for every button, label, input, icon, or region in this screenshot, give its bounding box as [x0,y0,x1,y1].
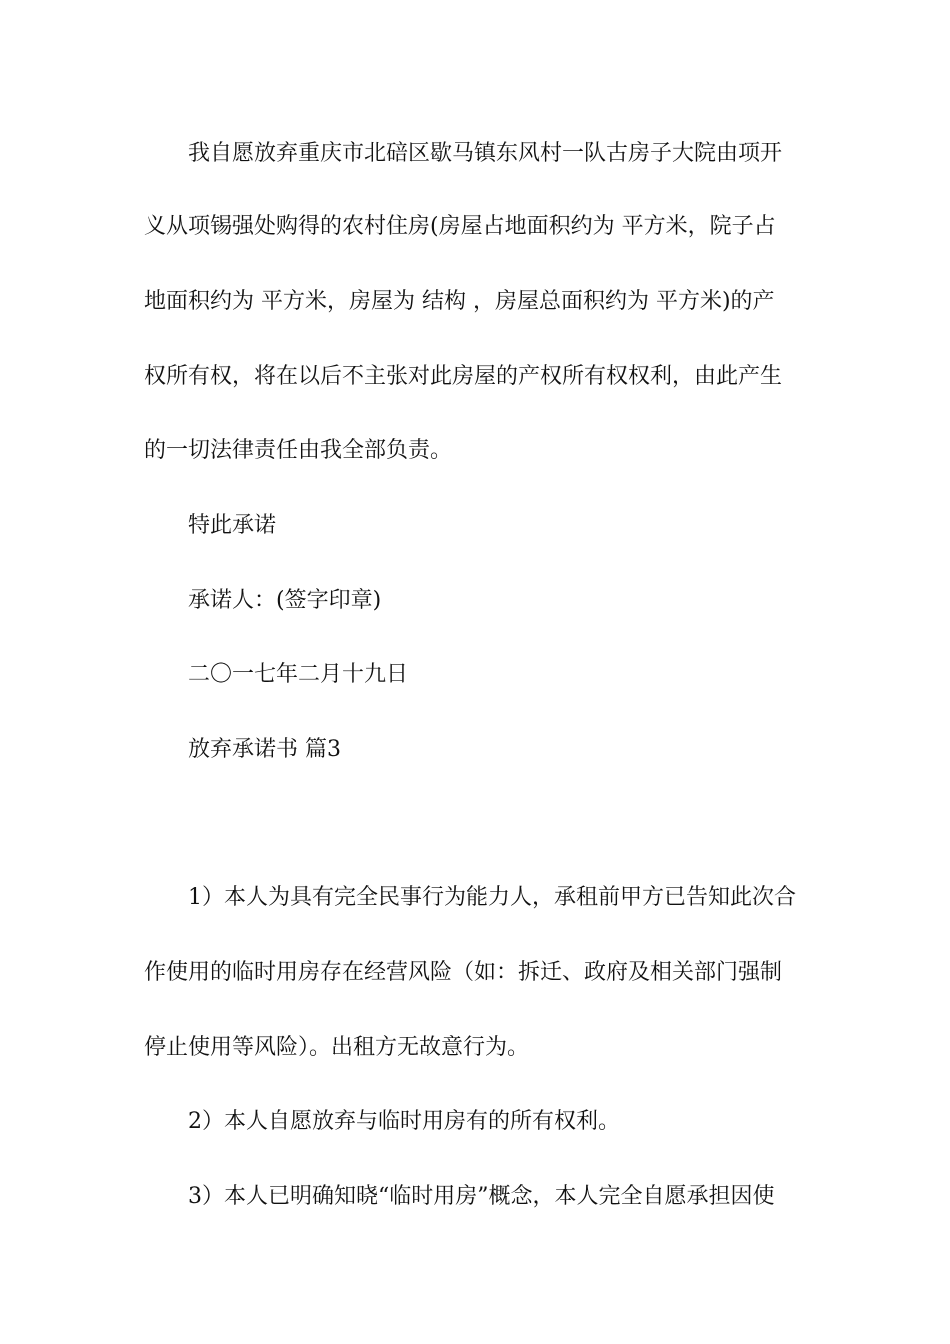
paragraph-1-line-5: 的一切法律责任由我全部负责。 [144,438,453,463]
date-text: 二〇一七年二月十九日 [188,662,409,687]
paragraph-1-line-4: 权所有权，将在以后不主张对此房屋的产权所有权权利，由此产生 [144,364,783,389]
item-3-line-1: 3）本人已明确知晓“临时用房”概念，本人完全自愿承担因使 [188,1184,775,1209]
item-1-line-3: 停止使用等风险）。出租方无故意行为。 [144,1035,530,1060]
signer-text: 承诺人：(签字印章) [188,588,382,613]
paragraph-1-line-1: 我自愿放弃重庆市北碚区歇马镇东风村一队古房子大院由项开 [188,141,783,166]
closing-text: 特此承诺 [188,513,277,538]
item-1-line-2: 作使用的临时用房存在经营风险（如：拆迁、政府及相关部门强制 [144,960,783,985]
item-1-line-1: 1）本人为具有完全民事行为能力人，承租前甲方已告知此次合 [188,885,796,910]
paragraph-1-line-2: 义从项锡强处购得的农村住房(房屋占地面积约为 平方米，院子占 [144,214,776,239]
item-2-text: 2）本人自愿放弃与临时用房有的所有权利。 [188,1109,620,1134]
paragraph-1-line-3: 地面积约为 平方米，房屋为 结构 ，房屋总面积约为 平方米)的产 [144,289,775,314]
section-heading: 放弃承诺书 篇3 [188,737,341,762]
